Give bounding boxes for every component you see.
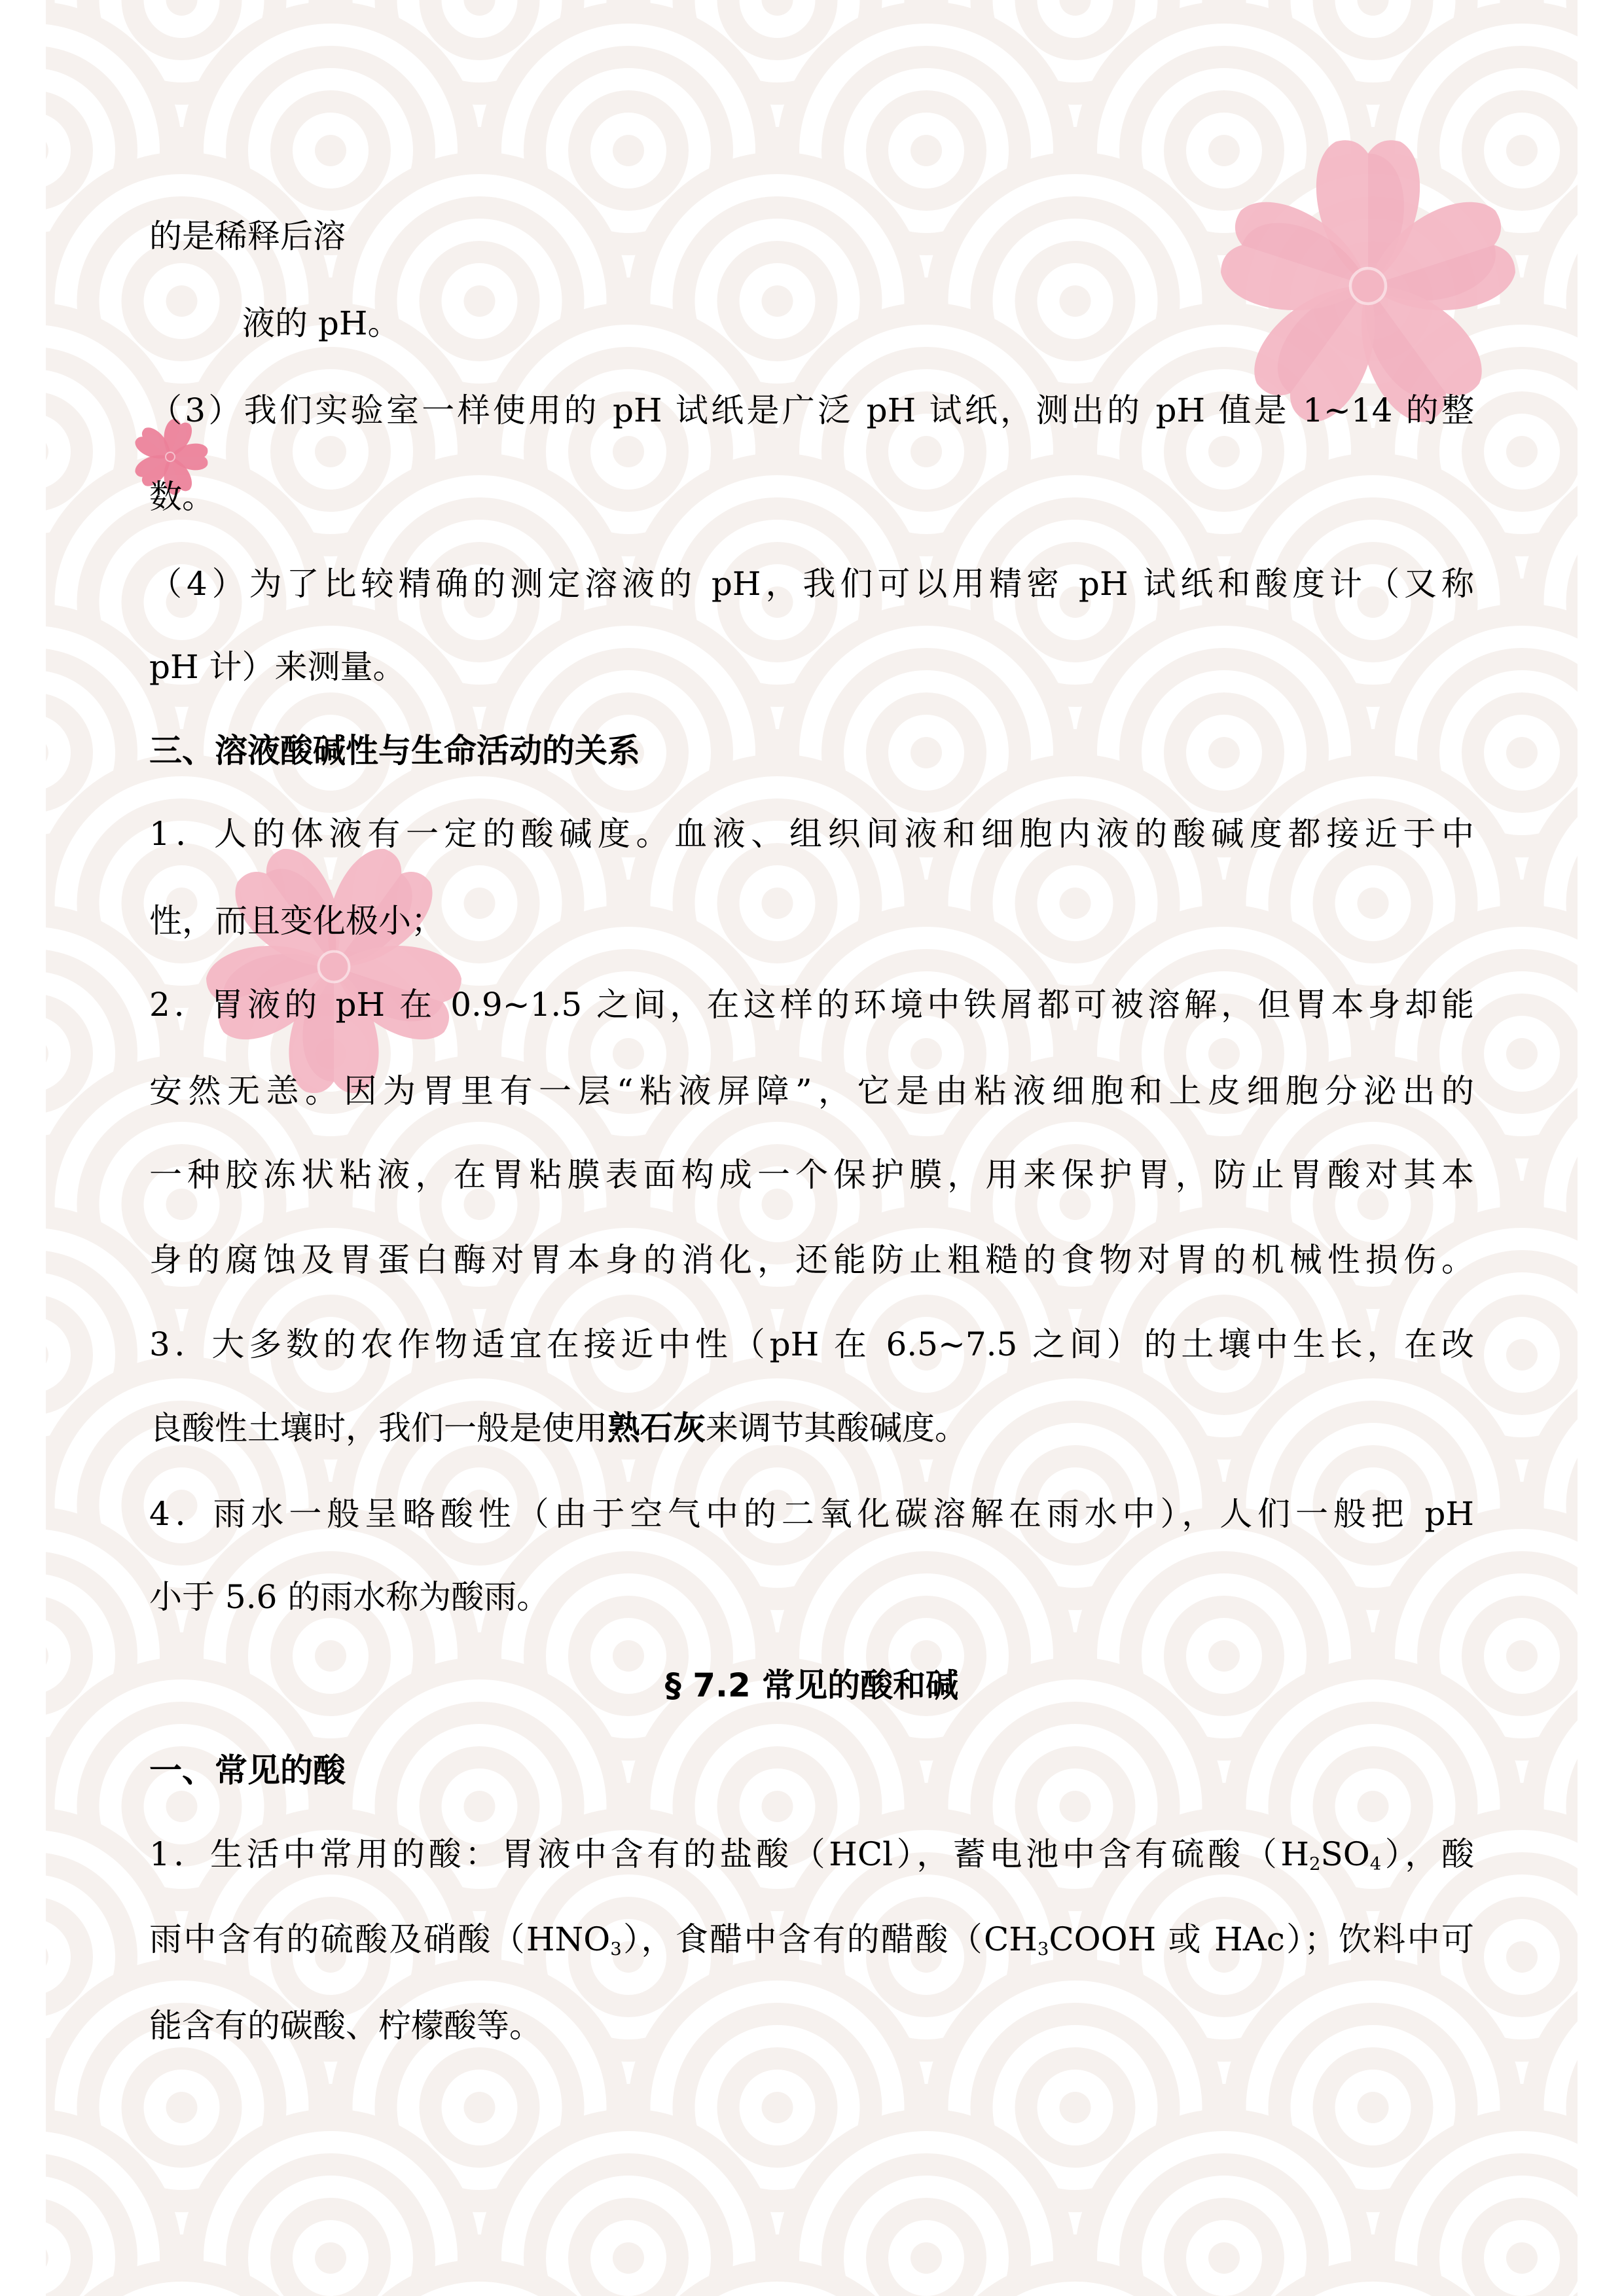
paragraph-line xyxy=(149,1831,1474,1877)
text-run: 雨中含有的硫酸及硝酸（HNO xyxy=(149,1920,611,1958)
paragraph-line: 一种胶冻状粘液，在胃粘膜表面构成一个保护膜，用来保护胃，防止胃酸对其本 xyxy=(149,1156,1474,1194)
paragraph-line: 身的腐蚀及胃蛋白酶对胃本身的消化，还能防止粗糙的食物对胃的机械性损伤。 xyxy=(149,1241,1474,1279)
paragraph-line: 性，而且变化极小； xyxy=(149,902,444,940)
paragraph-line: 小于 5.6 的雨水称为酸雨。 xyxy=(149,1578,550,1616)
text-run: ），食醋中含有的醋酸（CH xyxy=(621,1920,1038,1958)
paragraph-line xyxy=(149,1916,1474,1962)
paragraph-line: 4．雨水一般呈略酸性（由于空气中的二氧化碳溶解在雨水中），人们一般把 pH xyxy=(149,1495,1474,1533)
paragraph-line: 数。 xyxy=(149,478,215,516)
chapter-title: § 7.2 常见的酸和碱 xyxy=(664,1666,959,1704)
subscript: 4 xyxy=(1369,1853,1382,1874)
paragraph-line: （3）我们实验室一样使用的 pH 试纸是广泛 pH 试纸，测出的 pH 值是 1~14 的整 xyxy=(149,391,1474,429)
paragraph-line xyxy=(149,1405,1474,1451)
paragraph-line: 3．大多数的农作物适宜在接近中性（pH 在 6.5~7.5 之间）的土壤中生长，在改 xyxy=(149,1325,1474,1363)
paragraph-line: pH 计）来测量。 xyxy=(149,648,406,686)
subscript: 3 xyxy=(610,1938,622,1960)
paragraph-line: 1．人的体液有一定的酸碱度。血液、组织间液和细胞内液的酸碱度都接近于中 xyxy=(149,815,1474,853)
subscript: 3 xyxy=(1037,1938,1049,1960)
text-run: SO xyxy=(1320,1835,1370,1873)
text-run: ），酸 xyxy=(1381,1835,1475,1873)
section-heading: 一、常见的酸 xyxy=(149,1751,346,1789)
paragraph-line: 能含有的碳酸、柠檬酸等。 xyxy=(149,2007,542,2045)
section-heading: 三、溶液酸碱性与生命活动的关系 xyxy=(149,732,640,770)
text-run: COOH 或 HAc）；饮料中可 xyxy=(1049,1920,1474,1958)
paragraph-line: 2．胃液的 pH 在 0.9~1.5 之间，在这样的环境中铁屑都可被溶解，但胃本身却能 xyxy=(149,986,1474,1024)
text-run: 良酸性土壤时，我们一般是使用 xyxy=(149,1409,607,1447)
paragraph-line: 的是稀释后溶 xyxy=(149,217,346,255)
paragraph-line: （4）为了比较精确的测定溶液的 pH，我们可以用精密 pH 试纸和酸度计（又称 xyxy=(149,565,1474,603)
text-run: 1．生活中常用的酸：胃液中含有的盐酸（HCl），蓄电池中含有硫酸（H xyxy=(149,1835,1309,1873)
text-run: 来调节其酸碱度。 xyxy=(706,1409,967,1447)
subscript: 2 xyxy=(1308,1853,1321,1874)
paragraph-line: 液的 pH。 xyxy=(242,304,401,342)
paragraph-line: 安然无恙。因为胃里有一层“粘液屏障”，它是由粘液细胞和上皮细胞分泌出的 xyxy=(149,1072,1474,1110)
bold-term: 熟石灰 xyxy=(607,1408,706,1447)
